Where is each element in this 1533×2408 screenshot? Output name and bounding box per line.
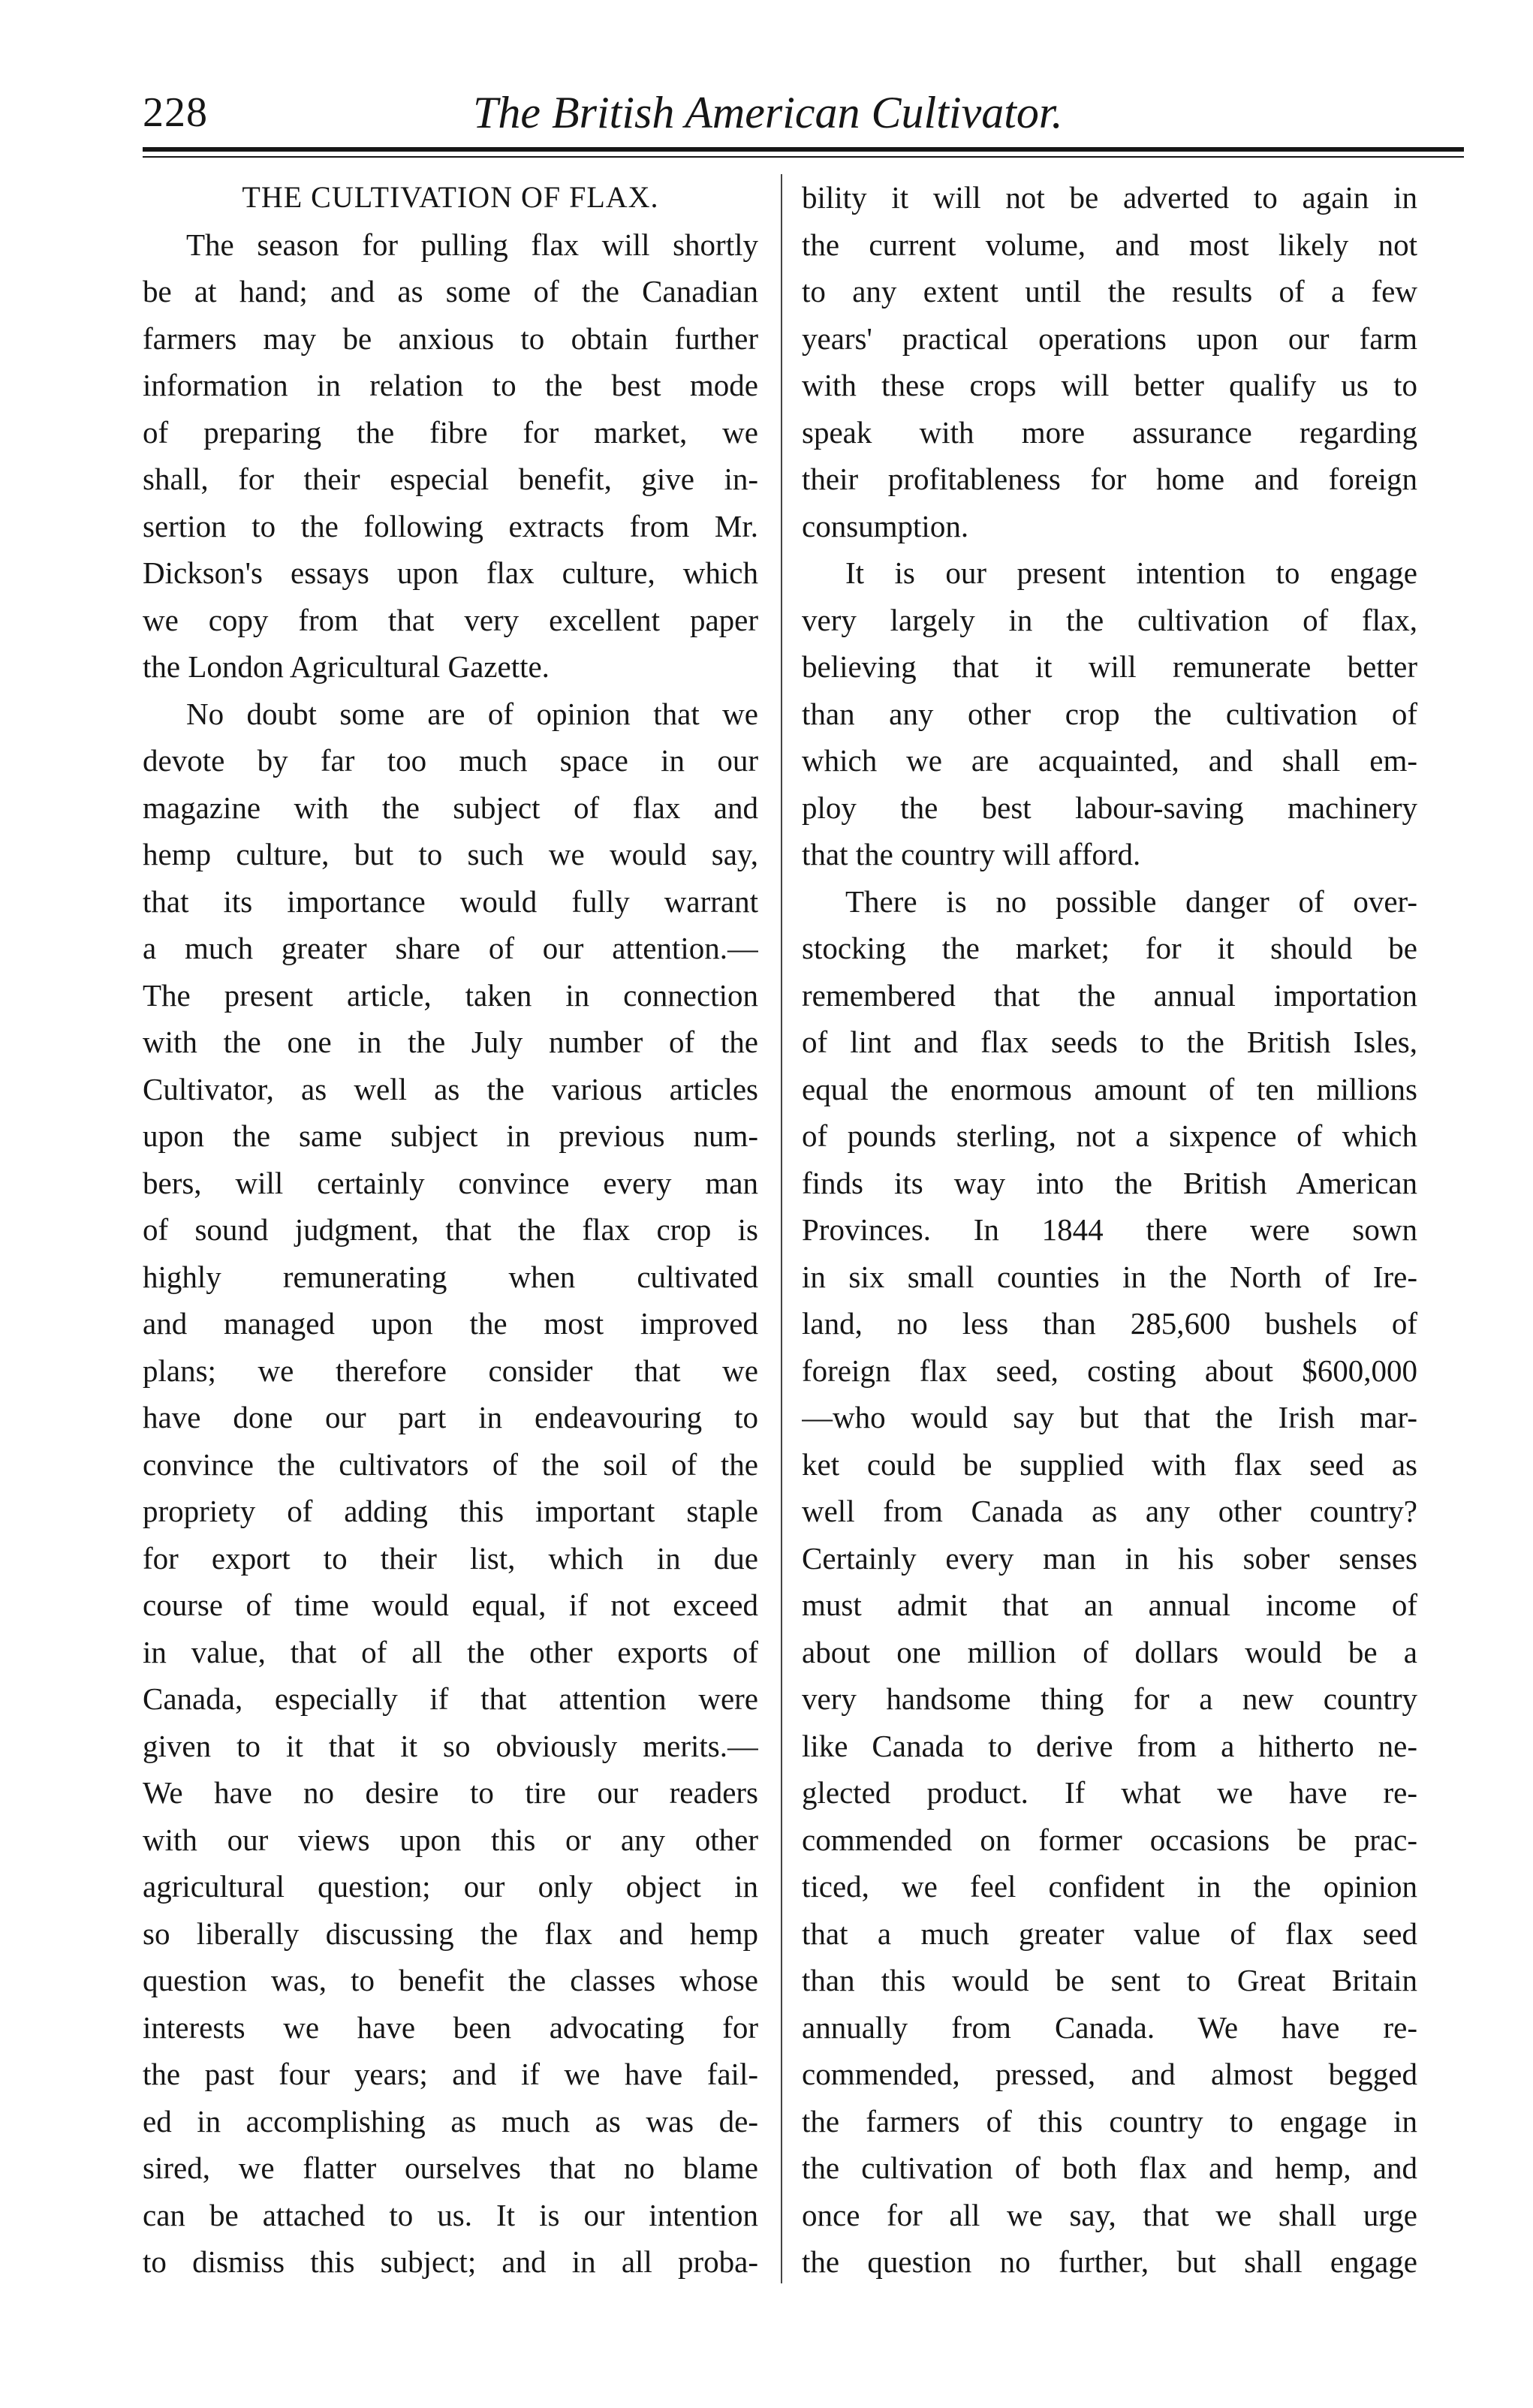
text-line: shall, for their especial benefit, give in-: [143, 462, 758, 496]
text-line: equal the enormous amount of ten millions: [802, 1071, 1417, 1106]
text-line: years' practical operations upon our farm: [802, 321, 1417, 356]
text-line: like Canada to derive from a hitherto ne-: [802, 1728, 1417, 1763]
right-column: [802, 174, 1417, 2286]
text-line: ket could be supplied with flax seed as: [802, 1446, 1417, 1482]
article-heading: THE CULTIVATION OF FLAX.: [242, 180, 659, 214]
text-line: that a much greater value of flax seed: [802, 1916, 1417, 1951]
text-line: the past four years; and if we have fail-: [143, 2057, 758, 2091]
text-line: well from Canada as any other country?: [802, 1494, 1417, 1528]
running-title: The British American Cultivator.: [473, 88, 1063, 137]
text-line: commended on former occasions be prac-: [802, 1822, 1417, 1857]
text-line: the farmers of this country to engage in: [802, 2103, 1417, 2139]
text-line: It is our present intention to engage: [845, 555, 1417, 590]
text-line: Provinces. In 1844 there were sown: [802, 1212, 1417, 1247]
text-line: of lint and flax seeds to the British Isles,: [802, 1025, 1417, 1059]
text-line: No doubt some are of opinion that we: [186, 696, 758, 731]
text-line: for export to their list, which in due: [143, 1540, 758, 1576]
text-line: about one million of dollars would be a: [802, 1634, 1417, 1669]
text-line: must admit that an annual income of: [802, 1588, 1417, 1622]
text-line: which we are acquainted, and shall em-: [802, 743, 1417, 778]
text-line: highly remunerating when cultivated: [143, 1259, 758, 1294]
text-line: than this would be sent to Great Britain: [802, 1963, 1417, 1997]
text-line: ed in accomplishing as much as was de-: [143, 2103, 758, 2139]
text-line: land, no less than 285,600 bushels of: [802, 1306, 1417, 1341]
text-line: sired, we flatter ourselves that no blame: [143, 2151, 758, 2185]
left-column: [143, 174, 758, 2286]
text-line: so liberally discussing the flax and hemp: [143, 1916, 758, 1951]
text-line: sertion to the following extracts from Mr.: [143, 508, 758, 543]
text-line: annually from Canada. We have re-: [802, 2009, 1417, 2045]
text-line: remembered that the annual importation: [802, 977, 1417, 1013]
text-line: we copy from that very excellent paper: [143, 602, 758, 637]
text-line: convince the cultivators of the soil of the: [143, 1446, 758, 1482]
text-line: bers, will certainly convince every man: [143, 1165, 758, 1200]
text-line: can be attached to us. It is our intention: [143, 2197, 758, 2232]
text-line: once for all we say, that we shall urge: [802, 2197, 1417, 2232]
text-line: believing that it will remunerate better: [802, 649, 1417, 684]
text-line: have done our part in endeavouring to: [143, 1400, 758, 1434]
text-line: stocking the market; for it should be: [802, 931, 1417, 965]
text-line: agricultural question; our only object in: [143, 1869, 758, 1904]
column-divider: [781, 174, 782, 2283]
text-line: with our views upon this or any other: [143, 1822, 758, 1857]
text-line: We have no desire to tire our readers: [143, 1775, 758, 1810]
text-line: plans; we therefore consider that we: [143, 1353, 758, 1388]
text-line: ticed, we feel confident in the opinion: [802, 1869, 1417, 1904]
text-line: the cultivation of both flax and hemp, and: [802, 2151, 1417, 2185]
text-line: given to it that it so obviously merits.—: [143, 1728, 758, 1763]
text-line: upon the same subject in previous num-: [143, 1118, 758, 1153]
text-line: in value, that of all the other exports of: [143, 1634, 758, 1669]
text-line: Certainly every man in his sober senses: [802, 1540, 1417, 1576]
text-line: be at hand; and as some of the Canadian: [143, 274, 758, 309]
text-line: very largely in the cultivation of flax,: [802, 602, 1417, 637]
header-rule-thick: [143, 147, 1464, 152]
text-line: —who would say but that the Irish mar-: [802, 1400, 1417, 1434]
text-line: devote by far too much space in our: [143, 743, 758, 778]
text-line: Cultivator, as well as the various articles: [143, 1071, 758, 1106]
page-header: [143, 83, 1464, 143]
text-line: foreign flax seed, costing about $600,000: [802, 1353, 1417, 1388]
text-line: Canada, especially if that attention were: [143, 1681, 758, 1716]
text-line: that its importance would fully warrant: [143, 883, 758, 919]
text-line: of preparing the fibre for market, we: [143, 414, 758, 450]
text-line: with these crops will better qualify us to: [802, 368, 1417, 402]
text-line: the current volume, and most likely not: [802, 227, 1417, 262]
text-line: than any other crop the cultivation of: [802, 696, 1417, 731]
text-line: There is no possible danger of over-: [845, 883, 1417, 919]
text-line: The present article, taken in connection: [143, 977, 758, 1013]
text-line: propriety of adding this important staple: [143, 1494, 758, 1528]
text-line: finds its way into the British American: [802, 1165, 1417, 1200]
text-line: to dismiss this subject; and in all proba-: [143, 2244, 758, 2279]
text-line: of pounds sterling, not a sixpence of which: [802, 1118, 1417, 1153]
text-line: information in relation to the best mode: [143, 368, 758, 402]
text-line: question was, to benefit the classes whose: [143, 1963, 758, 1997]
text-line: a much greater share of our attention.—: [143, 931, 758, 965]
text-line: commended, pressed, and almost begged: [802, 2057, 1417, 2091]
text-line: magazine with the subject of flax and: [143, 790, 758, 825]
text-line: to any extent until the results of a few: [802, 274, 1417, 309]
text-line: very handsome thing for a new country: [802, 1681, 1417, 1716]
text-line: their profitableness for home and foreign: [802, 462, 1417, 496]
text-line: in six small counties in the North of Ire-: [802, 1259, 1417, 1294]
text-line: interests we have been advocating for: [143, 2009, 758, 2045]
text-line: course of time would equal, if not exceed: [143, 1588, 758, 1622]
text-line: of sound judgment, that the flax crop is: [143, 1212, 758, 1247]
text-line: that the country will afford.: [802, 837, 1141, 871]
text-line: farmers may be anxious to obtain further: [143, 321, 758, 356]
text-line: and managed upon the most improved: [143, 1306, 758, 1341]
header-rule-thin: [143, 156, 1464, 158]
text-line: Dickson's essays upon flax culture, which: [143, 555, 758, 590]
text-line: the London Agricultural Gazette.: [143, 649, 550, 684]
text-line: the question no further, but shall engage: [802, 2244, 1417, 2279]
text-line: speak with more assurance regarding: [802, 414, 1417, 450]
text-line: The season for pulling flax will shortly: [186, 227, 758, 262]
text-line: with the one in the July number of the: [143, 1025, 758, 1059]
text-line: ploy the best labour-saving machinery: [802, 790, 1417, 825]
page-number: 228: [143, 89, 208, 136]
text-line: hemp culture, but to such we would say,: [143, 837, 758, 871]
text-line: glected product. If what we have re-: [802, 1775, 1417, 1810]
text-line: consumption.: [802, 508, 969, 543]
text-line: bility it will not be adverted to again in: [802, 180, 1417, 215]
